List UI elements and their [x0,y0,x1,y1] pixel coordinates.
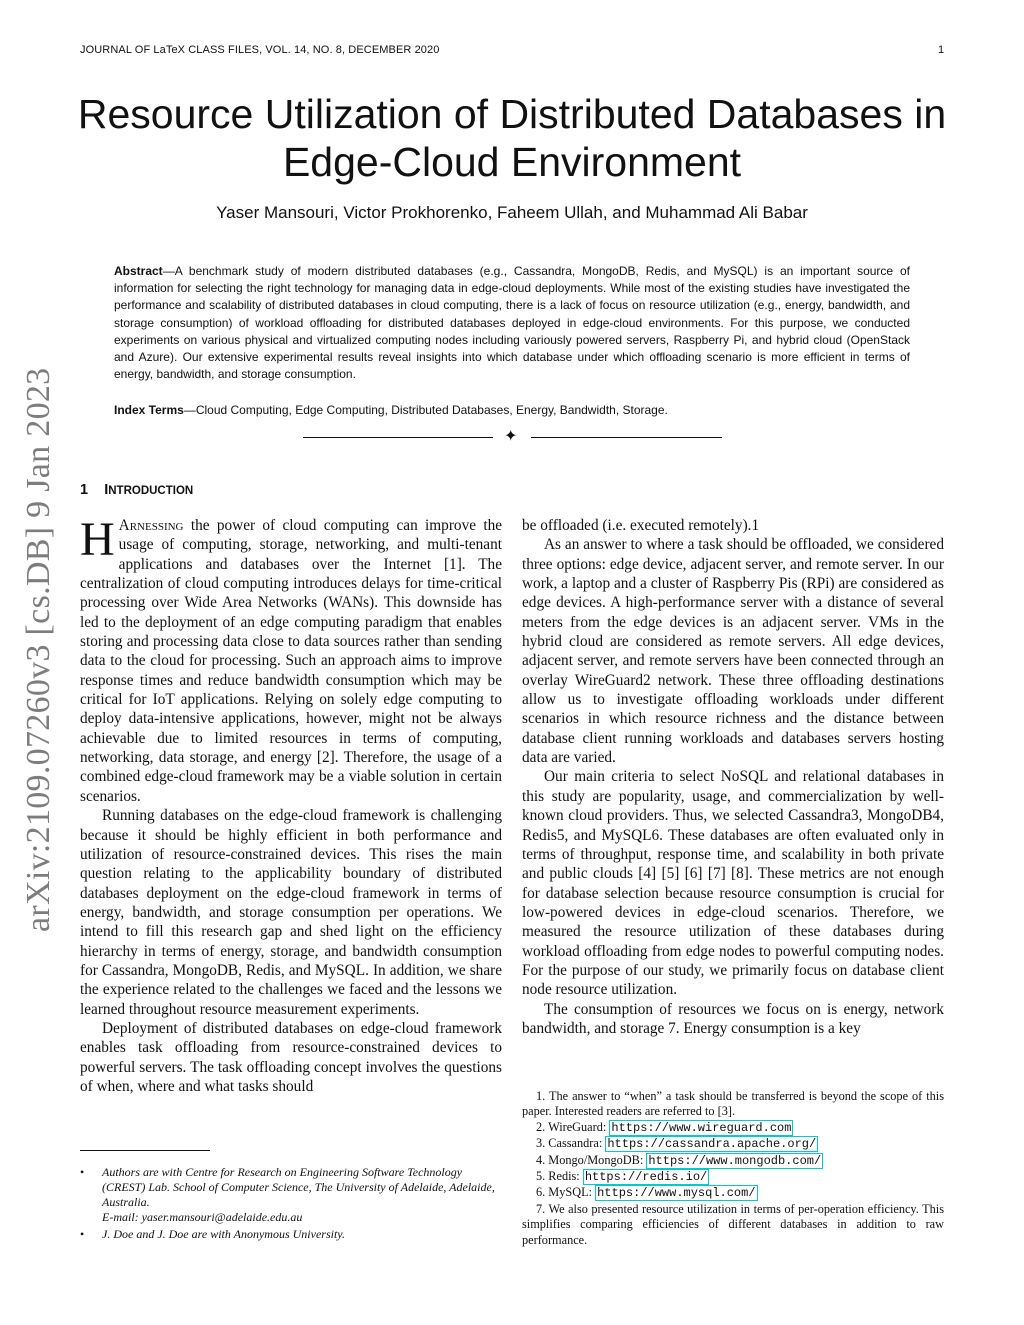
footnote-7: 7. We also presented resource utilization in terms of per-operation efficiency. This simplifies comparing efficiencies of different databases in addition to raw performance. [522,1201,944,1247]
index-terms-label: Index Terms [114,403,184,417]
section-title-initial: I [104,482,109,498]
right-paragraph-1: As an answer to where a task should be offloaded, we considered three options: edge device, adjacent server, and remote server. In our work, a laptop and a cluster of Raspberry Pis (RPi) are considered as edge devices. A high-performance server with a distance of several meters from the edge devices is an adjacent server. VMs in the hybrid cloud are considered as remote servers. All edge devices, adjacent server, and remote servers have been connected through an overlay WireGuard2 network. These three offloading destinations allow us to investigate offloading workloads under different scenarios in which resource richness and the distance between database client running workloads and databases servers hosting data are varied. [522,536,944,767]
url-link[interactable]: https://redis.io/ [584,1170,708,1185]
affiliation-line: Authors are with Centre for Research on Engineering Software Technology (CREST) Lab. School of Computer Science, The University of Adelaide, Adelaide, Australia. [102,1165,495,1209]
abstract-label: Abstract [114,264,163,278]
left-paragraph-1-text: the power of cloud computing can improve the usage of computing, storage, networking, and multi-tenant applications and databases over the Internet [1]. The centralization of cloud computing introduces delays for time-critical processing over Wide Area Networks (WANs). This downside has led to the deployment of an edge computing paradigm that enables storing and processing data close to data sources rather than sending data to the cloud for processing. Such an approach aims to improve response times and reduce bandwidth consumption which may be critical for IoT applications. Relying on solely edge computing to deploy data-intensive applications, however, might not be always achievable due to limited resources in terms of computing, networking, data storage, and energy [2]. Therefore, the usage of a combined edge-cloud framework may be a viable solution in certain scenarios. [80,517,503,805]
bullet-icon: • [80,1227,85,1241]
footnote-label: 2. WireGuard: [536,1119,607,1134]
footnote-label: 3. Cassandra: [536,1136,603,1151]
footnote-5 [522,1169,944,1185]
url-link[interactable]: https://www.mongodb.com/ [648,1153,822,1168]
footnote-label: 5. Redis: [536,1169,580,1184]
footnote-3 [522,1136,944,1152]
footnote-label: 4. Mongo/MongoDB: [536,1152,644,1167]
page-number: 1 [938,44,945,56]
right-paragraph-2: Our main criteria to select NoSQL and relational databases in this study are popularity, usage, and commercialization by well-known cloud providers. Thus, we selected Cassandra3, MongoDB4, Redis5, and MySQL6. These databases are often evaluated only in terms of throughput, response time, and scalability in both private and public clouds [4] [5] [6] [7] [8]. These metrics are not enough for database selection because resource consumption is crucial for low-powered devices in edge-cloud scenarios. Therefore, we measured the resource utilization of these databases during workload offloading from edge nodes to powerful computing nodes. For the purpose of our study, we primarily focus on database client node resource utilization. [522,768,944,999]
abstract-text: —A benchmark study of modern distributed databases (e.g., Cassandra, MongoDB, Redis, and MySQL) is an important source of information for selecting the right technology for managing data in edge-cloud deployments. While most of the existing studies have investigated the performance and scalability of distributed databases in cloud computing, there is a lack of focus on resource utilization (e.g., energy, bandwidth, and storage consumption) of workload offloading for distributed databases deployed in edge-cloud environments. For this purpose, we conducted experiments on various physical and virtualized computing nodes including variously powered servers, Raspberry Pi, and hybrid cloud (OpenStack and Azure). Our extensive experimental results reveal insights into which database under which offloading scenario is more efficient in terms of energy, bandwidth, and storage consumption. [114,264,910,382]
paper-title: Resource Utilization of Distributed Databases in Edge-Cloud Environment [77,91,947,185]
affiliation-email: E-mail: yaser.mansouri@adelaide.edu.au [102,1210,303,1224]
left-paragraph-2: Running databases on the edge-cloud framework is challenging because it should be highly efficient in both performance and utilization of resource-constrained devices. This rises the main question relating to the applicability boundary of distributed databases deployment on the edge-cloud framework in terms of energy, bandwidth, and storage consumption per operations. We intend to fill this research gap and shed light on the efficiency hierarchy in terms of energy, storage, and bandwidth consumption for Cassandra, MongoDB, Redis, and MySQL. In addition, we share the experience related to the challenges we faced and the lessons we learned throughout resource measurement experiments. [80,807,502,1018]
url-link[interactable]: https://cassandra.apache.org/ [607,1137,817,1152]
left-paragraph-1 [80,513,503,806]
bullet-icon: • [80,1165,85,1179]
url-link[interactable]: https://www.wireguard.com [611,1120,792,1135]
footnote-6 [522,1185,944,1201]
footnote-rule [80,1150,210,1151]
footnote-4 [522,1153,944,1169]
section-number: 1 [80,482,89,498]
index-terms [114,403,910,417]
affiliation-line: J. Doe and J. Doe are with Anonymous University. [102,1227,345,1241]
section-heading [80,482,193,498]
abstract [114,263,910,383]
right-column [522,516,944,1038]
drop-cap: H [80,513,115,566]
affiliation-item [80,1165,502,1225]
ornament-diamond-icon: ✦ [504,428,518,445]
footnotes [522,1089,944,1248]
left-paragraph-3: Deployment of distributed databases on edge-cloud framework enables task offloading from resource-constrained devices to powerful servers. The task offloading concept involves the questions of when, where and what tasks should [80,1019,502,1095]
arxiv-stamp: arXiv:2109.07260v3 [cs.DB] 9 Jan 2023 [20,367,57,932]
author-list: Yaser Mansouri, Victor Prokhorenko, Faheem Ullah, and Muhammad Ali Babar [216,203,808,222]
footnote-1: 1. The answer to “when” a task should be transferred is beyond the scope of this paper. Interested readers are referred to [3]. [522,1089,944,1119]
divider-right [531,437,722,438]
footnote-2 [522,1120,944,1136]
affiliation-item [80,1227,502,1242]
section-title-rest: NTRODUCTION [108,485,194,497]
right-paragraph-0: be offloaded (i.e. executed remotely).1 [522,517,760,534]
index-terms-text: —Cloud Computing, Edge Computing, Distributed Databases, Energy, Bandwidth, Storage. [183,403,668,417]
left-column [80,513,503,1096]
url-link[interactable]: https://www.mysql.com/ [597,1186,756,1201]
right-paragraph-3: The consumption of resources we focus on is energy, network bandwidth, and storage 7. Energy consumption is a key [522,1000,944,1037]
footnote-label: 6. MySQL: [536,1185,593,1200]
author-affiliation-notes [80,1165,502,1244]
journal-header: JOURNAL OF LaTeX CLASS FILES, VOL. 14, NO. 8, DECEMBER 2020 [80,44,440,56]
first-word: Arnessing [118,517,184,534]
divider-left [303,437,493,438]
